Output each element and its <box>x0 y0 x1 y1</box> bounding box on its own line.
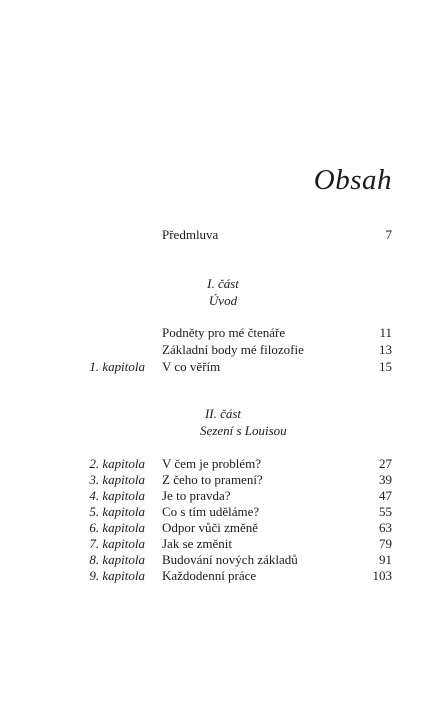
entry-page-number: 15 <box>379 359 392 374</box>
toc-row[interactable] <box>0 503 446 520</box>
entry-page-number: 39 <box>379 472 392 487</box>
entry-page-number: 63 <box>379 520 392 535</box>
part-2-label: II. část <box>204 406 242 421</box>
toc-row-foreword[interactable] <box>0 226 446 243</box>
entry-page-number: 103 <box>372 568 392 583</box>
entry-title: Jak se změnit <box>162 536 233 551</box>
chapter-label: 9. kapitola <box>89 568 145 583</box>
toc-row[interactable] <box>0 358 446 375</box>
chapter-label: 4. kapitola <box>89 488 145 503</box>
entry-title: Podněty pro mé čtenáře <box>162 325 286 340</box>
toc-row[interactable] <box>0 567 446 584</box>
entry-title: Je to pravda? <box>162 488 231 503</box>
chapter-label: 5. kapitola <box>89 504 145 519</box>
part-2-subtitle: Sezení s Louisou <box>200 423 287 438</box>
toc-row[interactable] <box>0 487 446 504</box>
entry-title: V co věřím <box>162 359 221 374</box>
page-title: Obsah <box>313 164 392 196</box>
chapter-label: 1. kapitola <box>89 359 145 374</box>
entry-page-number: 47 <box>379 488 392 503</box>
part-1-label: I. část <box>207 276 239 291</box>
entry-page-number: 7 <box>385 227 392 242</box>
entry-title: Předmluva <box>162 227 219 242</box>
part-1-subtitle: Úvod <box>208 293 238 308</box>
chapter-label: 6. kapitola <box>89 520 145 535</box>
entry-title: Každodenní práce <box>162 568 257 583</box>
toc-row[interactable] <box>0 341 446 358</box>
toc-row[interactable] <box>0 455 446 472</box>
entry-page-number: 11 <box>379 325 392 340</box>
entry-page-number: 13 <box>379 342 392 357</box>
toc-row[interactable] <box>0 519 446 536</box>
entry-title: V čem je problém? <box>162 456 262 471</box>
entry-page-number: 91 <box>379 552 392 567</box>
entry-page-number: 55 <box>379 504 392 519</box>
toc-row[interactable] <box>0 324 446 341</box>
toc-row[interactable] <box>0 471 446 488</box>
entry-title: Základní body mé filozofie <box>162 342 304 357</box>
chapter-label: 3. kapitola <box>89 472 145 487</box>
entry-page-number: 79 <box>379 536 392 551</box>
chapter-label: 8. kapitola <box>89 552 145 567</box>
entry-title: Z čeho to pramení? <box>162 472 263 487</box>
entry-title: Odpor vůči změně <box>162 520 259 535</box>
entry-title: Budování nových základů <box>162 552 298 567</box>
toc-row[interactable] <box>0 551 446 568</box>
chapter-label: 2. kapitola <box>89 456 145 471</box>
toc-row[interactable] <box>0 535 446 552</box>
entry-page-number: 27 <box>379 456 392 471</box>
entry-title: Co s tím uděláme? <box>162 504 260 519</box>
chapter-label: 7. kapitola <box>89 536 145 551</box>
